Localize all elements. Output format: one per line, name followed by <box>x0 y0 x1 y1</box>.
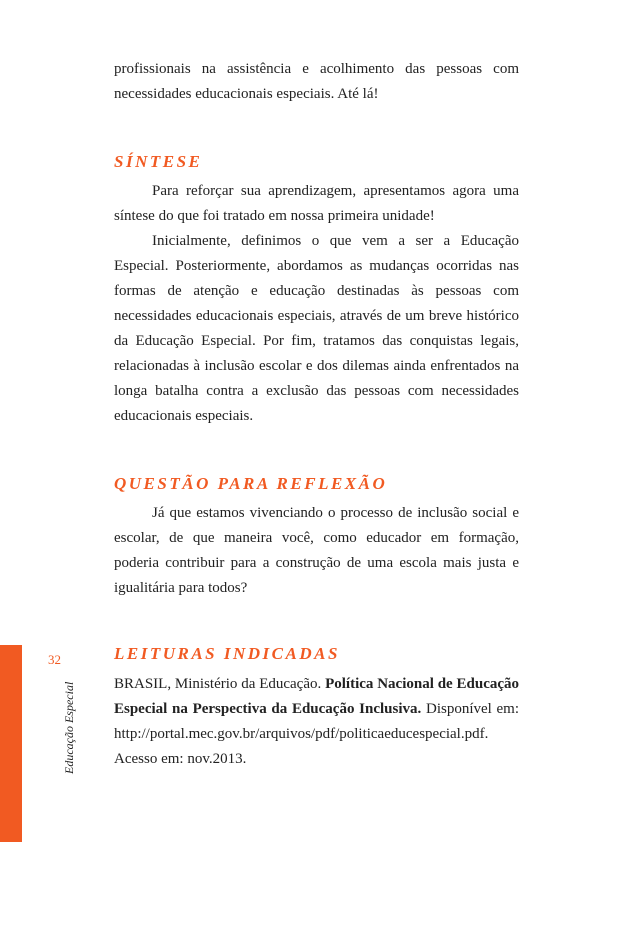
questao-heading: QUESTÃO PARA REFLEXÃO <box>114 474 388 493</box>
sintese-paragraph-2: Inicialmente, definimos o que vem a ser a Educação Especial. Posteriormente, abordamos as mudanças ocorridas nas formas de atenção e educação destinadas às pessoas com necessidades educacionais especiais, através de um breve histórico da Educação Especial. Por fim, tratamos das conquistas legais, relacionadas à inclusão escolar e dos dilemas ainda enfrentados na longa batalha contra a exclusão das pessoas com necessidades educacionais especiais. <box>114 233 519 424</box>
reference-entry <box>114 672 519 772</box>
intro-paragraph: profissionais na assistência e acolhimento das pessoas com necessidades educacionais especiais. Até lá! <box>114 61 519 102</box>
sintese-paragraph-1: Para reforçar sua aprendizagem, apresentamos agora uma síntese do que foi tratado em nossa primeira unidade! <box>114 183 519 224</box>
page-content <box>114 57 519 772</box>
leituras-heading: LEITURAS INDICADAS <box>114 644 340 663</box>
reference-author: BRASIL, Ministério da Educação. <box>114 676 322 692</box>
questao-paragraph: Já que estamos vivenciando o processo de inclusão social e escolar, de que maneira você, como educador em formação, poderia contribuir para a construção de uma escola mais justa e igualitária para todos? <box>114 505 519 596</box>
running-title: Educação Especial <box>62 681 76 774</box>
reference-availability: Disponível em: http://portal.mec.gov.br/arquivos/pdf/politicaeducespecial.pdf. Acesso em: nov.2013. <box>114 701 520 767</box>
sidebar-accent-bar <box>0 645 22 842</box>
page-number: 32 <box>48 652 61 667</box>
sintese-heading: SÍNTESE <box>114 152 203 171</box>
reference-title: Política Nacional de Educação Especial na Perspectiva da Educação Inclusiva. <box>114 676 520 717</box>
